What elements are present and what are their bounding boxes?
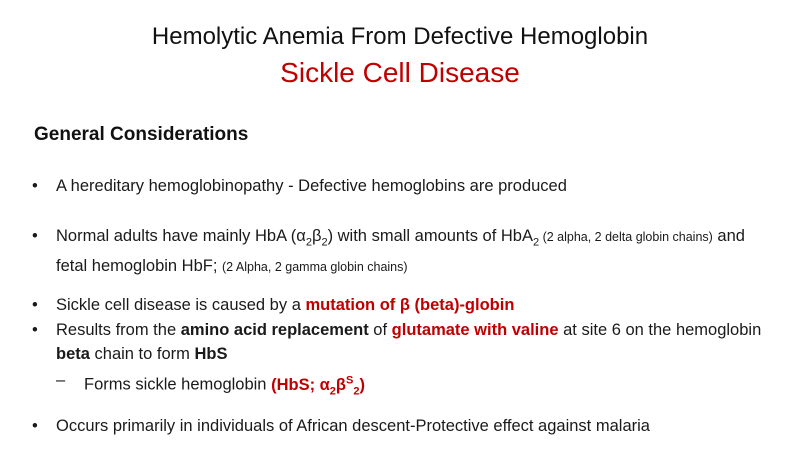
text-run: and fetal hemoglobin HbF; (56, 227, 745, 276)
bold-text: amino acid replacement (180, 321, 369, 339)
bold-text: beta (56, 345, 90, 363)
formula-part: (HbS; α (271, 375, 330, 394)
bullet-marker: • (32, 321, 38, 339)
slide-title: Hemolytic Anemia From Defective Hemoglobin (151, 23, 649, 50)
bullet-text: Occurs primarily in individuals of African descent-Protective effect against malaria (56, 417, 650, 435)
subscript: 2 (321, 236, 328, 249)
small-note: (2 alpha, 2 delta globin chains) (539, 230, 713, 244)
bullet-marker: • (32, 296, 38, 314)
text-run: ) with small amounts of HbA (327, 227, 533, 245)
highlight-formula (271, 374, 365, 397)
bullet-marker: • (32, 417, 38, 435)
bullet-text (56, 318, 776, 366)
bold-text: HbS (194, 345, 228, 363)
section-heading: General Considerations (34, 124, 249, 145)
subscript: 2 (305, 236, 312, 249)
highlight-text: glutamate with valine (391, 321, 559, 339)
bullet-text: A hereditary hemoglobinopathy - Defective hemoglobins are produced (56, 177, 567, 195)
formula-part: ) (359, 375, 365, 394)
bullet-marker: • (32, 227, 38, 245)
subscript: 2 (532, 236, 540, 249)
sub-bullet-text (84, 368, 365, 403)
text-run: Normal adults have mainly HbA (α (56, 227, 306, 245)
bullet-text (56, 224, 776, 279)
small-note: (2 Alpha, 2 gamma globin chains) (222, 260, 408, 275)
text-run: Forms sickle hemoglobin (84, 375, 272, 394)
text-run: Sickle cell disease is caused by a (56, 296, 306, 314)
text-run: chain to form (89, 345, 195, 363)
text-run: at site 6 on the hemoglobin (558, 321, 762, 339)
subscript: 2 (329, 384, 336, 397)
slide-subtitle: Sickle Cell Disease (280, 57, 520, 88)
superscript: S (346, 374, 354, 386)
subscript: 2 (353, 384, 360, 397)
text-run: Results from the (56, 321, 181, 339)
formula-part: β (335, 375, 346, 394)
bullet-text (56, 293, 776, 317)
dash-marker: – (56, 371, 66, 389)
highlight-text: mutation of β (beta)-globin (305, 296, 515, 314)
text-run: β (311, 227, 322, 245)
bullet-marker: • (32, 177, 38, 195)
text-run: of (368, 321, 392, 339)
